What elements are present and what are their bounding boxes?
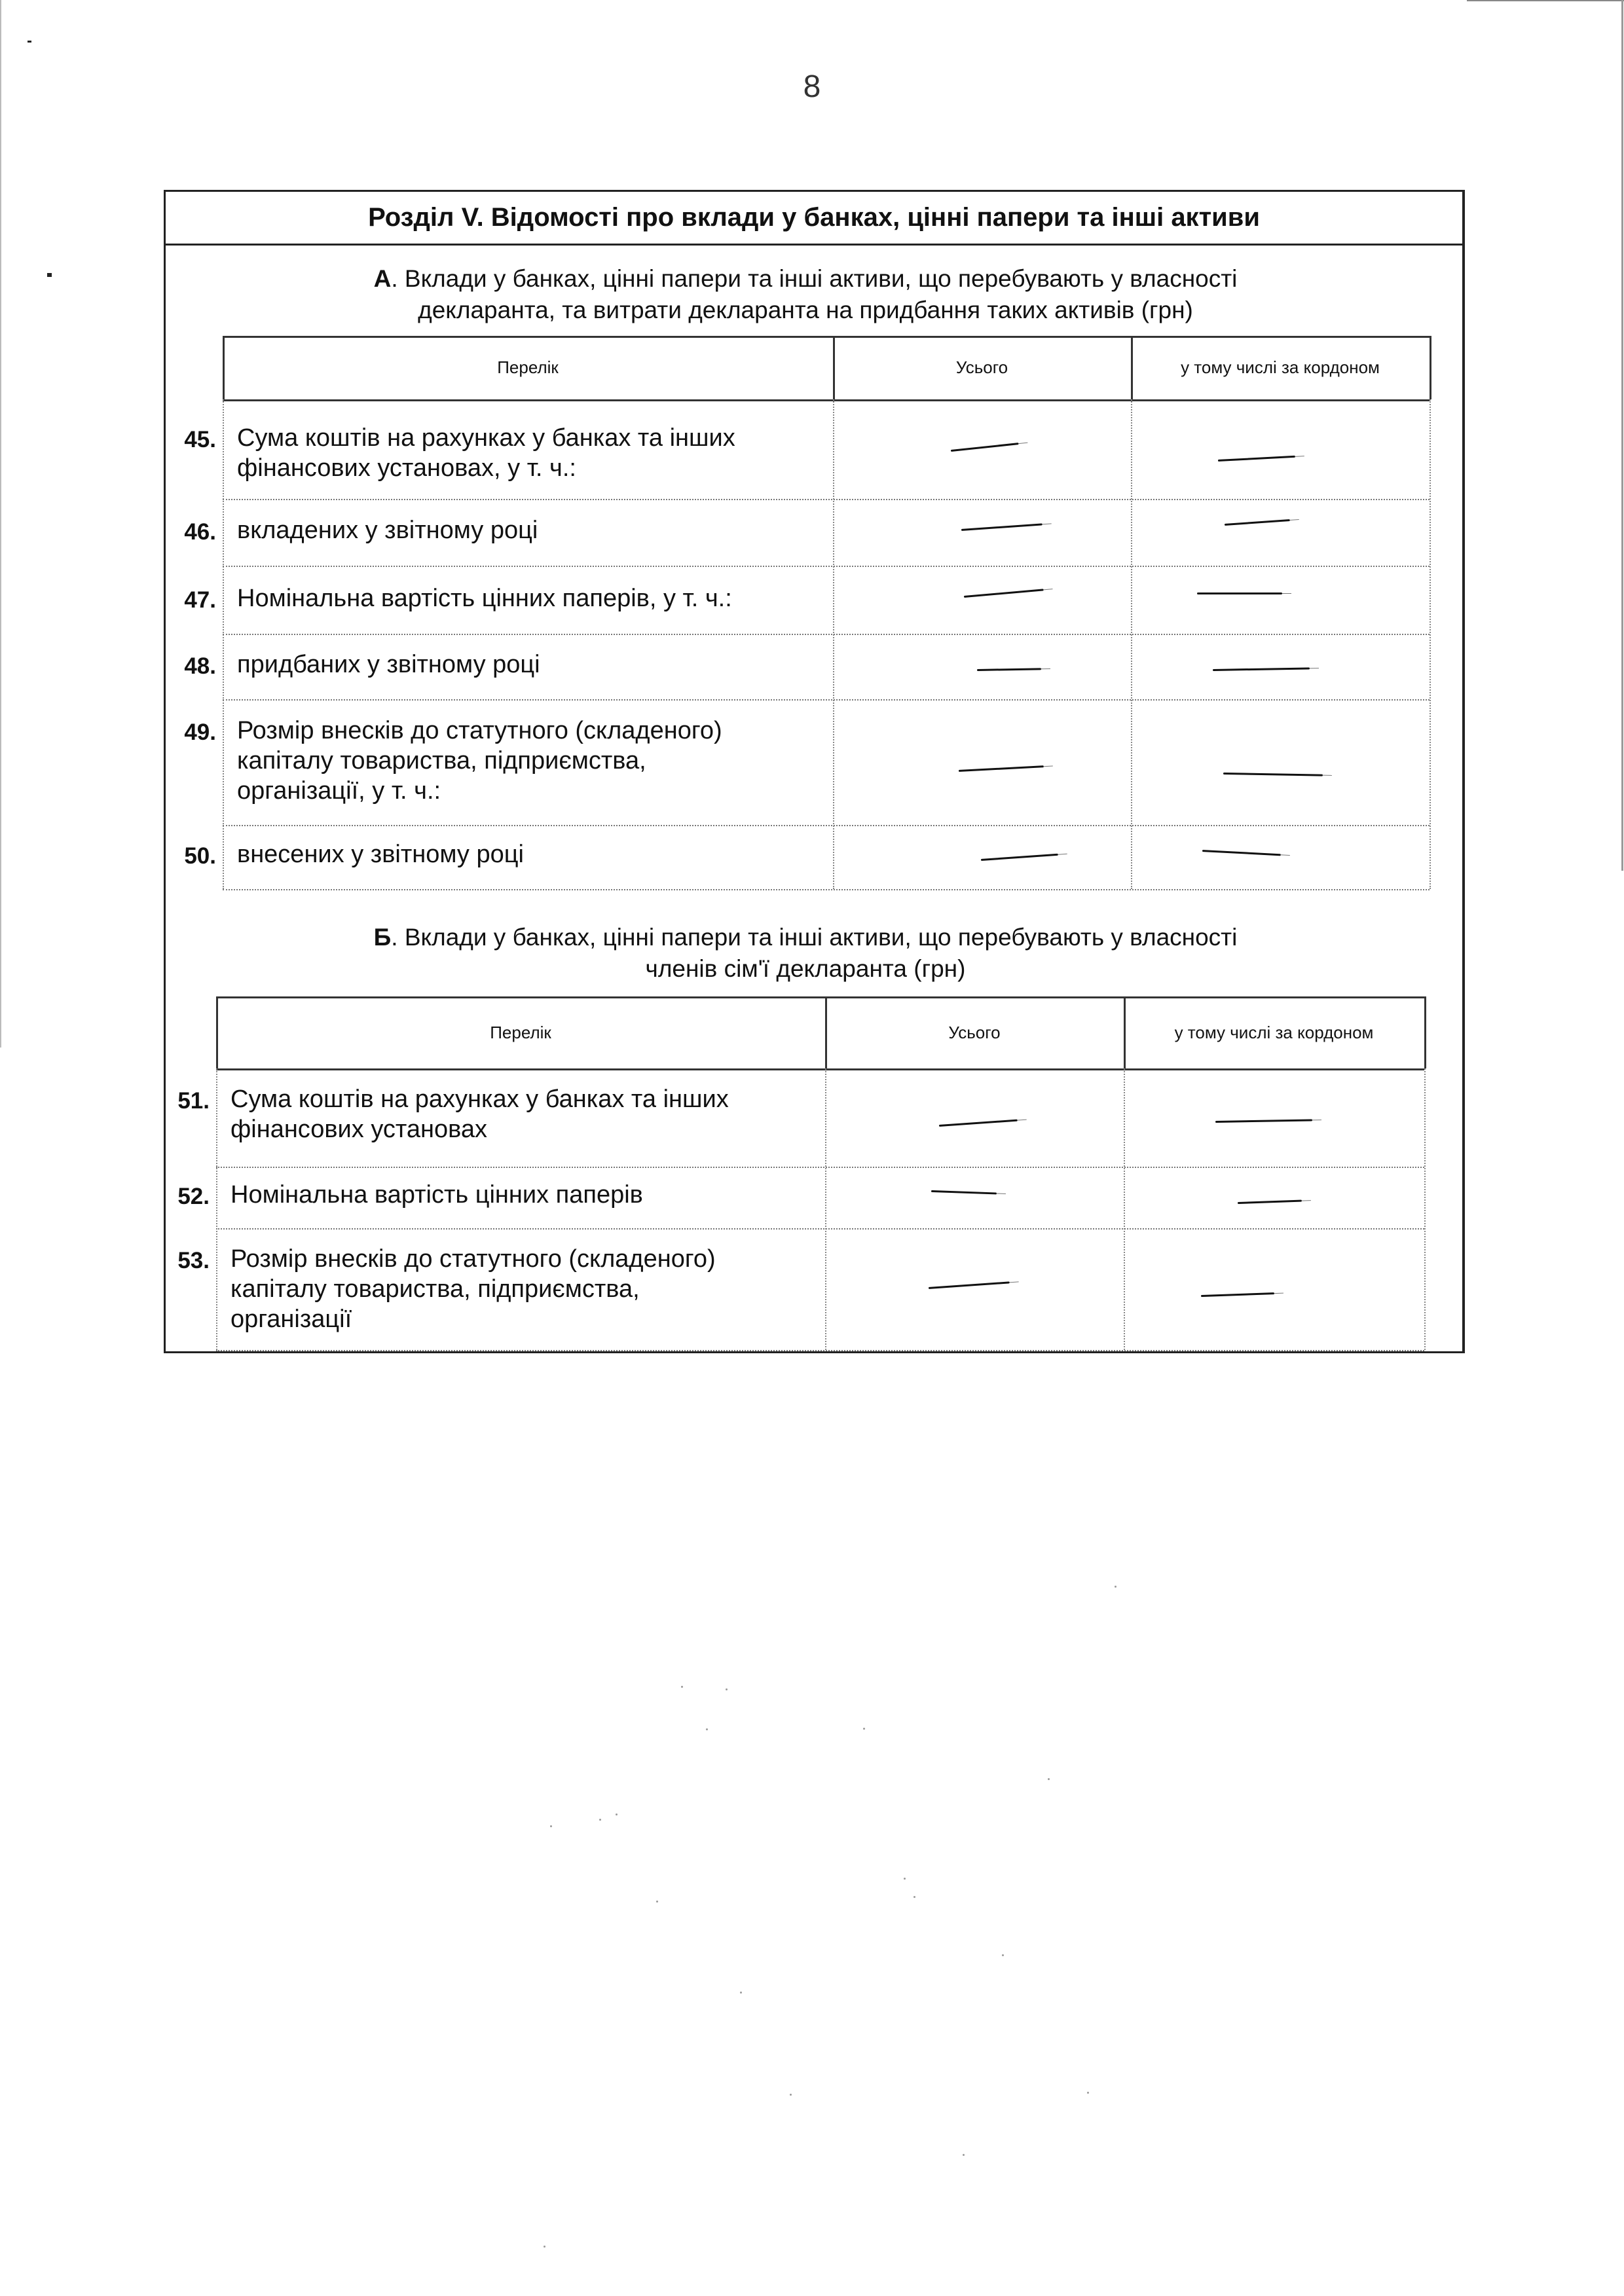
- row-label-line: Сума коштів на рахунках у банках та інших: [231, 1085, 729, 1113]
- row-number: 51.: [177, 1088, 210, 1114]
- scan-speck: [963, 2154, 965, 2156]
- header-bottom-border: [216, 1068, 1424, 1070]
- row-label-line: Розмір внесків до статутного (складеного): [237, 717, 722, 744]
- row-label: [231, 1244, 820, 1334]
- row-number: 46.: [184, 519, 216, 545]
- row-label-line: придбаних у звітному році: [237, 651, 540, 678]
- part-b-heading-line2: членів сім'ї декларанта (грн): [645, 955, 966, 982]
- scan-speck: [616, 1813, 618, 1815]
- scan-speck: [656, 1901, 658, 1903]
- body-column-divider: [1124, 1068, 1125, 1350]
- page-number: 8: [803, 69, 821, 104]
- scan-speck: [1048, 1778, 1050, 1780]
- total-value-dash: [929, 1281, 1010, 1289]
- row-label-line: капіталу товариства, підприємства,: [231, 1275, 640, 1303]
- scan-speck: [599, 1819, 601, 1821]
- row-label-line: капіталу товариства, підприємства,: [237, 747, 646, 774]
- row-label-line: Номінальна вартість цінних паперів: [231, 1181, 643, 1209]
- row-number: 52.: [177, 1184, 210, 1209]
- row-number: 50.: [184, 843, 216, 869]
- row-label-line: Сума коштів на рахунках у банках та інших: [237, 424, 735, 452]
- row-label-line: Номінальна вартість цінних паперів, у т. ч.:: [237, 585, 732, 612]
- part-b-letter: Б: [373, 924, 392, 951]
- scan-speck: [904, 1878, 906, 1880]
- body-column-divider: [1424, 1068, 1426, 1350]
- row-divider: [216, 1167, 1424, 1168]
- row-number: 53.: [177, 1248, 210, 1273]
- scan-speck: [1115, 1586, 1116, 1588]
- part-a-letter: А: [373, 265, 392, 292]
- part-a-heading-line1-text: . Вклади у банках, цінні папери та інші активи, що перебувають у власності: [391, 265, 1238, 292]
- abroad-value-dash: [1238, 1200, 1302, 1204]
- scan-speck: [726, 1688, 728, 1690]
- row-divider: [216, 1228, 1424, 1230]
- part-b-heading-line1-text: . Вклади у банках, цінні папери та інші активи, що перебувають у власності: [391, 924, 1238, 951]
- row-label-line: вкладених у звітному році: [237, 517, 538, 544]
- column-header: у тому числі за кордоном: [1174, 1022, 1374, 1042]
- scan-speck: [740, 1992, 742, 1994]
- scan-speck: [706, 1728, 708, 1730]
- row-label: [231, 1180, 820, 1210]
- column-header: у тому числі за кордоном: [1181, 357, 1380, 377]
- row-divider: [216, 1350, 1424, 1351]
- body-column-divider: [216, 1068, 217, 1350]
- abroad-value-dash: [1215, 1119, 1312, 1123]
- scan-speck: [1002, 1954, 1004, 1956]
- body-column-divider: [825, 1068, 826, 1350]
- scan-speck: [913, 1896, 915, 1898]
- column-header: Усього: [955, 357, 1008, 377]
- part-a-heading-line2: декларанта, та витрати декларанта на придбання таких активів (грн): [418, 297, 1193, 323]
- row-number: 45.: [184, 427, 216, 452]
- row-label-line: внесених у звітному році: [237, 841, 524, 868]
- row-number: 47.: [184, 587, 216, 613]
- row-number: 49.: [184, 720, 216, 745]
- column-header: Перелік: [497, 357, 559, 377]
- abroad-value-dash: [1201, 1292, 1274, 1297]
- header-column-border: [1424, 996, 1426, 1068]
- section-title: Розділ V. Відомості про вклади у банках, цінні папери та інші активи: [166, 192, 1462, 246]
- scan-speck: [544, 2246, 545, 2248]
- total-value-dash: [939, 1120, 1018, 1127]
- total-value-dash: [931, 1190, 997, 1194]
- scan-speck: [681, 1686, 683, 1688]
- row-label-line: організації, у т. ч.:: [237, 777, 441, 805]
- row-label-line: Розмір внесків до статутного (складеного): [231, 1245, 716, 1273]
- scan-speck: [790, 2094, 792, 2096]
- row-number: 48.: [184, 653, 216, 679]
- column-header: Усього: [948, 1022, 1001, 1042]
- column-header: Перелік: [490, 1022, 551, 1042]
- row-label: [231, 1084, 820, 1144]
- scan-speck: [550, 1825, 552, 1827]
- row-label-line: організації: [231, 1305, 352, 1333]
- row-label-line: фінансових установах, у т. ч.:: [237, 454, 576, 482]
- scan-speck: [1087, 2092, 1089, 2094]
- row-label-line: фінансових установах: [231, 1116, 488, 1143]
- scan-speck: [863, 1728, 865, 1730]
